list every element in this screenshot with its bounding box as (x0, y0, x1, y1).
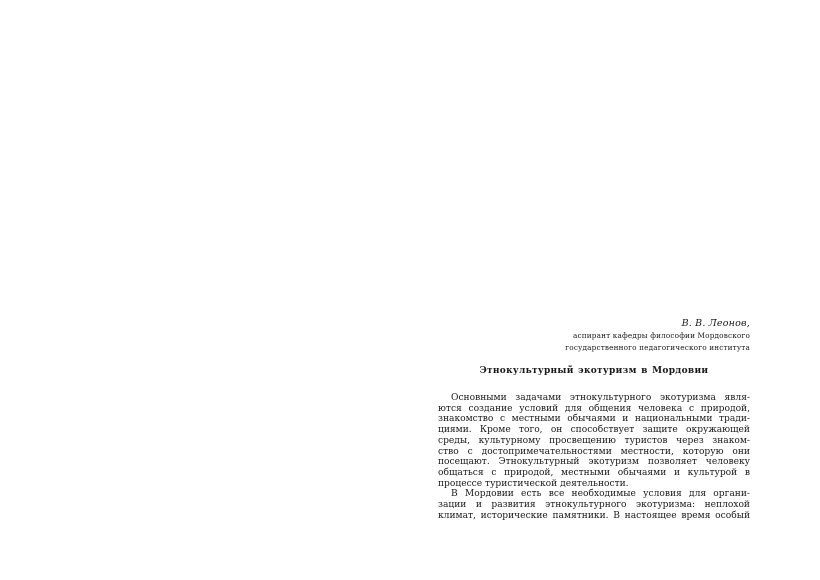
article-body (438, 393, 750, 521)
body-line: среды, культурному просвещению туристов через знаком- (438, 435, 750, 446)
body-line: ство с достопримечательностями местности, которую они (438, 446, 750, 457)
body-line: ются создание условий для общения человека с природой, (438, 403, 750, 414)
body-line: процессе туристической деятельности. (438, 478, 629, 489)
body-line: общаться с природой, местными обычаями и культурой в (438, 467, 750, 478)
author-name: В. В. Леонов, (681, 318, 750, 329)
author-affiliation-line-2: государственного педагогического института (565, 343, 750, 352)
body-line: В Мордовии есть все необходимые условия для органи- (451, 489, 750, 500)
text-column (438, 318, 750, 521)
body-line: циями. Кроме того, он способствует защите окружающей (438, 425, 750, 436)
author-block (438, 318, 750, 354)
author-affiliation-line-1: аспирант кафедры философии Мордовского (573, 331, 750, 340)
paragraph-2 (438, 489, 750, 521)
body-line: зации и развития этнокультурного экотуризма: неплохой (438, 500, 750, 511)
article-title: Этнокультурный экотуризм в Мордовии (479, 366, 709, 376)
body-line: посещают. Этнокультурный экотуризм позволяет человеку (438, 457, 750, 468)
paragraph-1 (438, 393, 750, 489)
body-line: Основными задачами этнокультурного экотуризма явля- (451, 393, 750, 403)
body-line: знакомство с местными обычаями и национальными тради- (438, 414, 750, 425)
body-line: климат, исторические памятники. В настоящее время особый (438, 510, 750, 521)
